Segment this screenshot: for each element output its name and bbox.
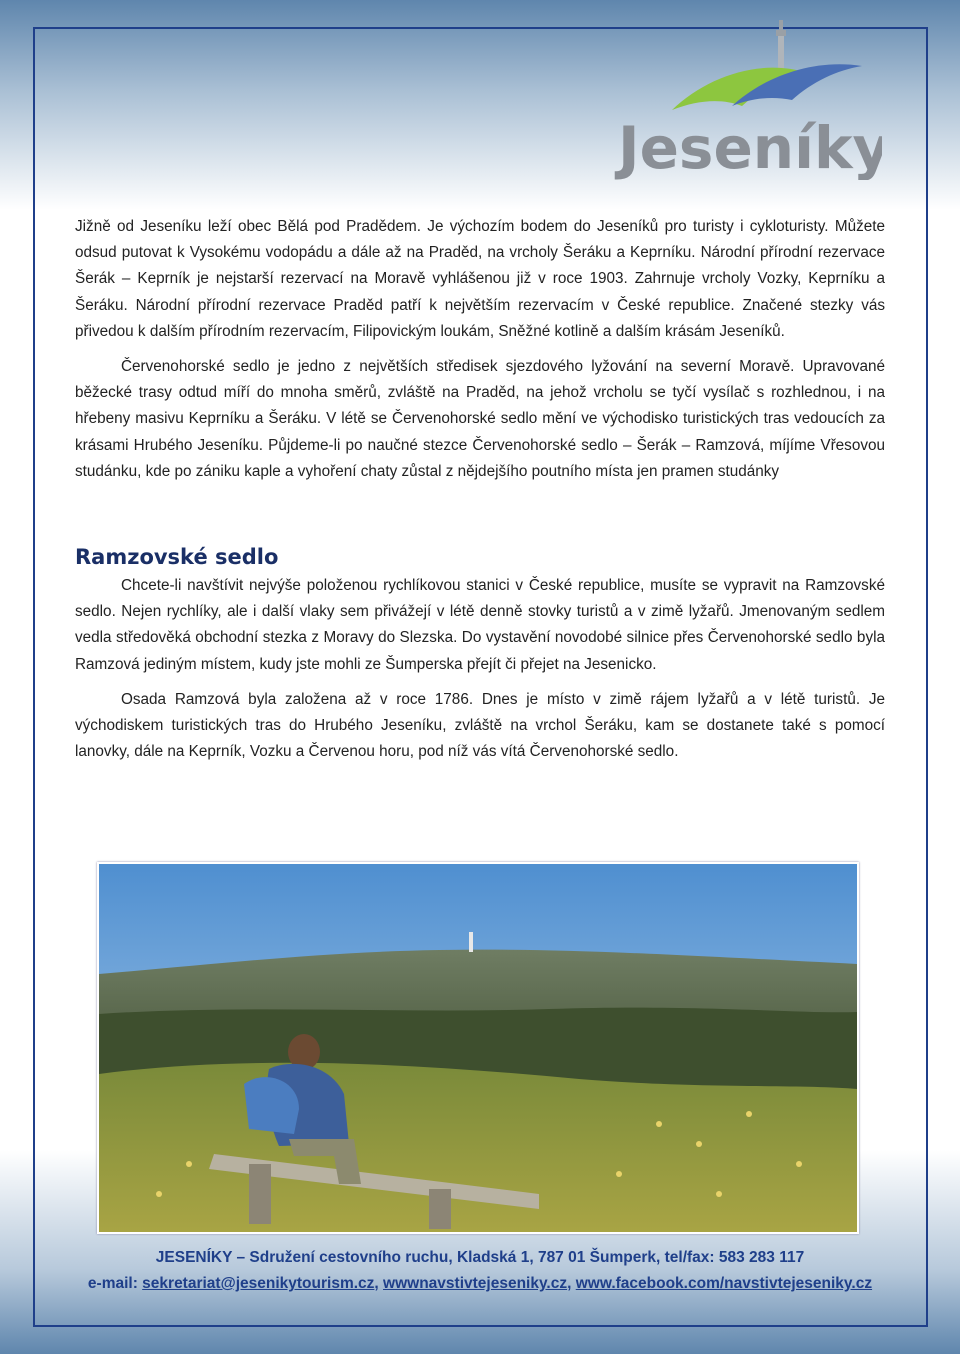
intro-paragraph-1: Jižně od Jeseníku leží obec Bělá pod Pradědem. Je výchozím bodem do Jeseníků pro turisty i cykloturisty. Můžete odsud putovat k Vysokému vodopádu a dále až na Praděd, na vrcholy Šeráku a Keprníku. Národní přírodní rezervace Šerák – Keprník je nejstarší rezervací na Moravě vyhlášenou již v roce 1903. Zahrnuje vrcholy Vozky, Keprníku a Šeráku. Národní přírodní rezervace Praděd patří k největším rezervacím v České republice. Značené stezky vás přivedou k dalším přírodním rezervacím, Filipovickým loukám, Sněžné kotlině a dalším krásám Jeseníků. [75,218,885,340]
jeseniky-logo [612,18,882,180]
footer-email-link[interactable]: sekretariat@jesenikytourism.cz [142,1275,375,1292]
intro-paragraph-2: Červenohorské sedlo je jedno z největších středisek sjezdového lyžování na severní Moravě. Upravované běžecké trasy odtud míří do mnoha směrů, zvláště na Praděd, na jehož vrcholu se tyčí vysílač s rozhlednou, i na hřebeny masivu Keprníku a Šeráku. V létě se Červenohorské sedlo mění ve východisko turistických tras vedoucích za krásami Hrubého Jeseníku. Půjdeme-li po naučné stezce Červenohorské sedlo – Šerák – Ramzová, míjíme Vřesovou studánku, kde po zániku kaple a vyhoření chaty zůstal z nějdejšího poutního místa jen pramen studánky [75,358,885,480]
footer-contacts [0,1271,960,1297]
landscape-photo [97,862,859,1234]
logo-word: Jeseníky [618,114,882,180]
section-paragraph-2: Osada Ramzová byla založena až v roce 1786. Dnes je místo v zimě rájem lyžařů a v létě turistů. Je východiskem turistických tras do Hrubého Jeseníku, zvláště na vrchol Šeráku, kam se dostanete také s pomocí lanovky, dále na Keprník, Vozku a Červenou horu, pod níž vás vítá Červenohorské sedlo. [75,690,885,761]
footer-email-label: e-mail: [87,1275,143,1292]
footer-web-link[interactable]: wwwnavstivtejeseniky.cz [383,1275,568,1292]
footer-address: JESENÍKY – Sdružení cestovního ruchu, Kladská 1, 787 01 Šumperk, tel/fax: 583 283 117 [155,1249,805,1266]
footer-facebook-link[interactable]: www.facebook.com/navstivtejeseniky.cz [575,1275,873,1292]
footer-separator-1: , [374,1275,384,1292]
main-content [75,214,885,765]
section-heading: Ramzovské sedlo [75,545,279,570]
section-paragraph-1: Chcete-li navštívit nejvýše položenou rychlíkovou stanici v České republice, musíte se vypravit na Ramzovské sedlo. Nejen rychlíky, ale i další vlaky sem přivážejí v létě denně stovky turistů a v zimě lyžařů. Jmenovaným sedlem vedla středověká obchodní stezka z Moravy do Slezska. Do vystavění novodobé silnice přes Červenohorské sedlo byla Ramzová jediným místem, kudy jste mohli ze Šumperska přejít či přejet na Jesenicko. [75,577,885,673]
footer-separator-2: , [567,1275,576,1292]
footer [0,1245,960,1297]
